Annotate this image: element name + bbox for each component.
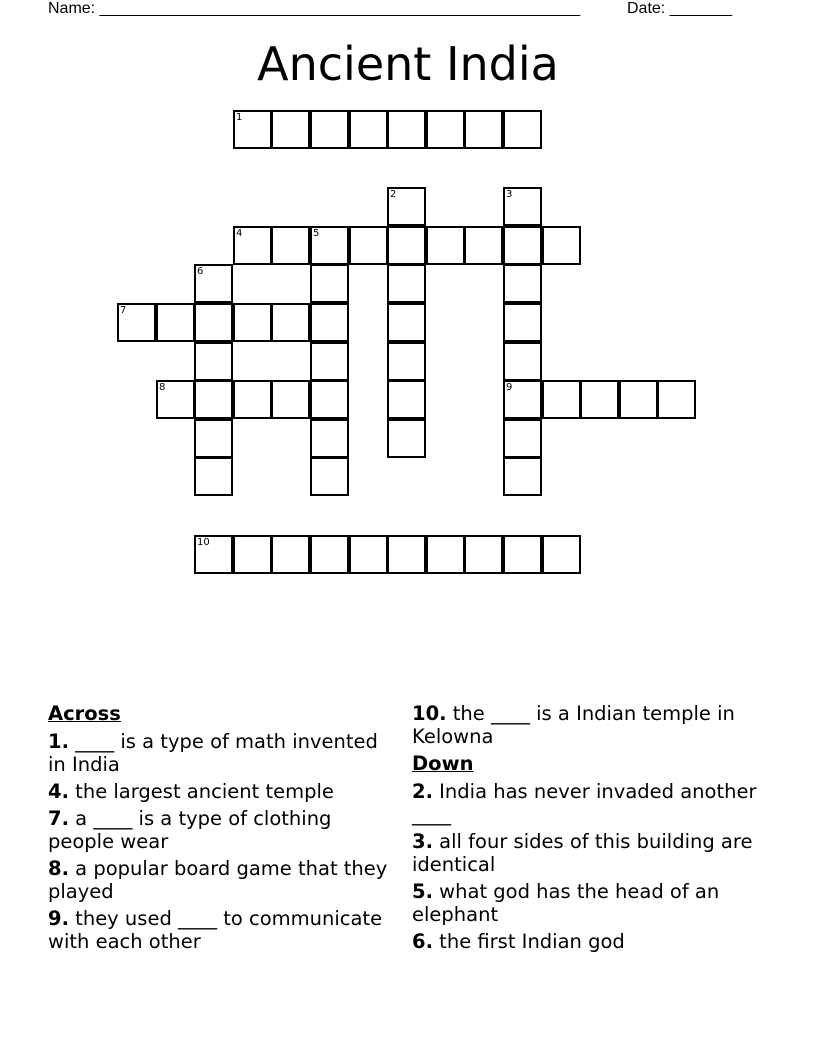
crossword-cell[interactable] [503, 264, 542, 303]
clue-text: what god has the head of an elephant [412, 880, 720, 926]
clue-down-6 [412, 930, 757, 953]
clue-across-1 [48, 730, 388, 776]
crossword-cell[interactable] [194, 303, 233, 342]
crossword-cell[interactable] [194, 457, 233, 496]
clue-number: 10. [412, 702, 447, 725]
crossword-cell[interactable] [271, 380, 310, 419]
crossword-cell[interactable] [387, 110, 426, 149]
crossword-cell[interactable] [387, 419, 426, 458]
cell-number: 3 [506, 189, 513, 200]
crossword-cell[interactable] [580, 380, 619, 419]
cell-number: 9 [506, 382, 513, 393]
crossword-cell[interactable] [503, 457, 542, 496]
crossword-cell[interactable] [503, 419, 542, 458]
crossword-cell[interactable] [194, 380, 233, 419]
clue-number: 9. [48, 907, 69, 930]
crossword-cell[interactable] [310, 226, 349, 265]
crossword-cell[interactable] [349, 110, 388, 149]
clues-column-left [48, 702, 388, 957]
crossword-cell[interactable] [619, 380, 658, 419]
clue-number: 1. [48, 730, 69, 753]
crossword-cell[interactable] [271, 303, 310, 342]
crossword-cell[interactable] [387, 303, 426, 342]
crossword-cell[interactable] [426, 226, 465, 265]
clue-number: 8. [48, 857, 69, 880]
crossword-cell[interactable] [426, 535, 465, 574]
clue-text: the first Indian god [432, 930, 625, 953]
across-heading: Across [48, 702, 121, 725]
clue-text: ____ is a type of math invented in India [48, 730, 378, 776]
cell-number: 6 [197, 266, 204, 277]
crossword-cell[interactable] [657, 380, 696, 419]
cell-number: 4 [236, 228, 243, 239]
crossword-cell[interactable] [503, 226, 542, 265]
page-title: Ancient India [257, 37, 559, 91]
crossword-cell[interactable] [310, 110, 349, 149]
cell-number: 7 [120, 305, 127, 316]
crossword-cell[interactable] [387, 187, 426, 226]
crossword-cell[interactable] [503, 303, 542, 342]
clue-number: 2. [412, 780, 433, 803]
clue-number: 4. [48, 780, 69, 803]
crossword-cell[interactable] [503, 342, 542, 381]
clue-text: they used ____ to communicate with each other [48, 907, 383, 953]
crossword-cell[interactable] [349, 535, 388, 574]
crossword-cell[interactable] [233, 535, 272, 574]
clue-text: the ____ is a Indian temple in Kelowna [412, 702, 735, 748]
clue-text: all four sides of this building are identical [412, 830, 753, 876]
clue-across-9 [48, 907, 388, 953]
crossword-cell[interactable] [464, 110, 503, 149]
cell-number: 2 [390, 189, 397, 200]
date-field[interactable]: Date: _______ [627, 0, 732, 17]
crossword-cell[interactable] [271, 535, 310, 574]
crossword-cell[interactable] [271, 226, 310, 265]
crossword-cell[interactable] [233, 110, 272, 149]
clue-number: 5. [412, 880, 433, 903]
crossword-cell[interactable] [271, 110, 310, 149]
crossword-cell[interactable] [156, 303, 195, 342]
crossword-cell[interactable] [387, 264, 426, 303]
crossword-cell[interactable] [117, 303, 156, 342]
crossword-cell[interactable] [542, 535, 581, 574]
crossword-cell[interactable] [194, 342, 233, 381]
down-heading: Down [412, 752, 474, 775]
clue-down-2 [412, 780, 757, 826]
clue-number: 3. [412, 830, 433, 853]
crossword-cell[interactable] [156, 380, 195, 419]
cell-number: 1 [236, 112, 243, 123]
crossword-cell[interactable] [310, 457, 349, 496]
crossword-cell[interactable] [310, 342, 349, 381]
crossword-cell[interactable] [310, 535, 349, 574]
crossword-cell[interactable] [464, 226, 503, 265]
clue-across-8 [48, 857, 388, 903]
crossword-cell[interactable] [387, 342, 426, 381]
crossword-cell[interactable] [233, 303, 272, 342]
clue-text: the largest ancient temple [68, 780, 334, 803]
crossword-cell[interactable] [542, 226, 581, 265]
clue-number: 6. [412, 930, 433, 953]
clue-down-3 [412, 830, 757, 876]
crossword-cell[interactable] [194, 419, 233, 458]
crossword-cell[interactable] [310, 380, 349, 419]
clue-text: India has never invaded another ____ [412, 780, 757, 826]
crossword-cell[interactable] [542, 380, 581, 419]
crossword-cell[interactable] [233, 226, 272, 265]
crossword-cell[interactable] [310, 419, 349, 458]
clue-down-5 [412, 880, 757, 926]
crossword-cell[interactable] [426, 110, 465, 149]
crossword-cell[interactable] [503, 110, 542, 149]
crossword-cell[interactable] [349, 226, 388, 265]
clue-number: 7. [48, 807, 69, 830]
cell-number: 5 [313, 228, 320, 239]
crossword-cell[interactable] [503, 535, 542, 574]
crossword-cell[interactable] [387, 380, 426, 419]
crossword-cell[interactable] [387, 535, 426, 574]
crossword-cell[interactable] [194, 264, 233, 303]
clue-text: a popular board game that they played [48, 857, 388, 903]
clues-column-right [412, 702, 757, 957]
crossword-cell[interactable] [503, 187, 542, 226]
cell-number: 10 [197, 537, 210, 548]
crossword-cell[interactable] [233, 380, 272, 419]
clue-across-10 [412, 702, 757, 748]
clue-across-7 [48, 807, 388, 853]
clue-across-4 [48, 780, 388, 803]
cell-number: 8 [159, 382, 166, 393]
crossword-cell[interactable] [194, 535, 233, 574]
name-field[interactable]: Name: ______________________________________________________ [48, 0, 581, 17]
crossword-cell[interactable] [310, 264, 349, 303]
crossword-cell[interactable] [310, 303, 349, 342]
crossword-cell[interactable] [464, 535, 503, 574]
crossword-cell[interactable] [503, 380, 542, 419]
clue-text: a ____ is a type of clothing people wear [48, 807, 332, 853]
crossword-cell[interactable] [387, 226, 426, 265]
